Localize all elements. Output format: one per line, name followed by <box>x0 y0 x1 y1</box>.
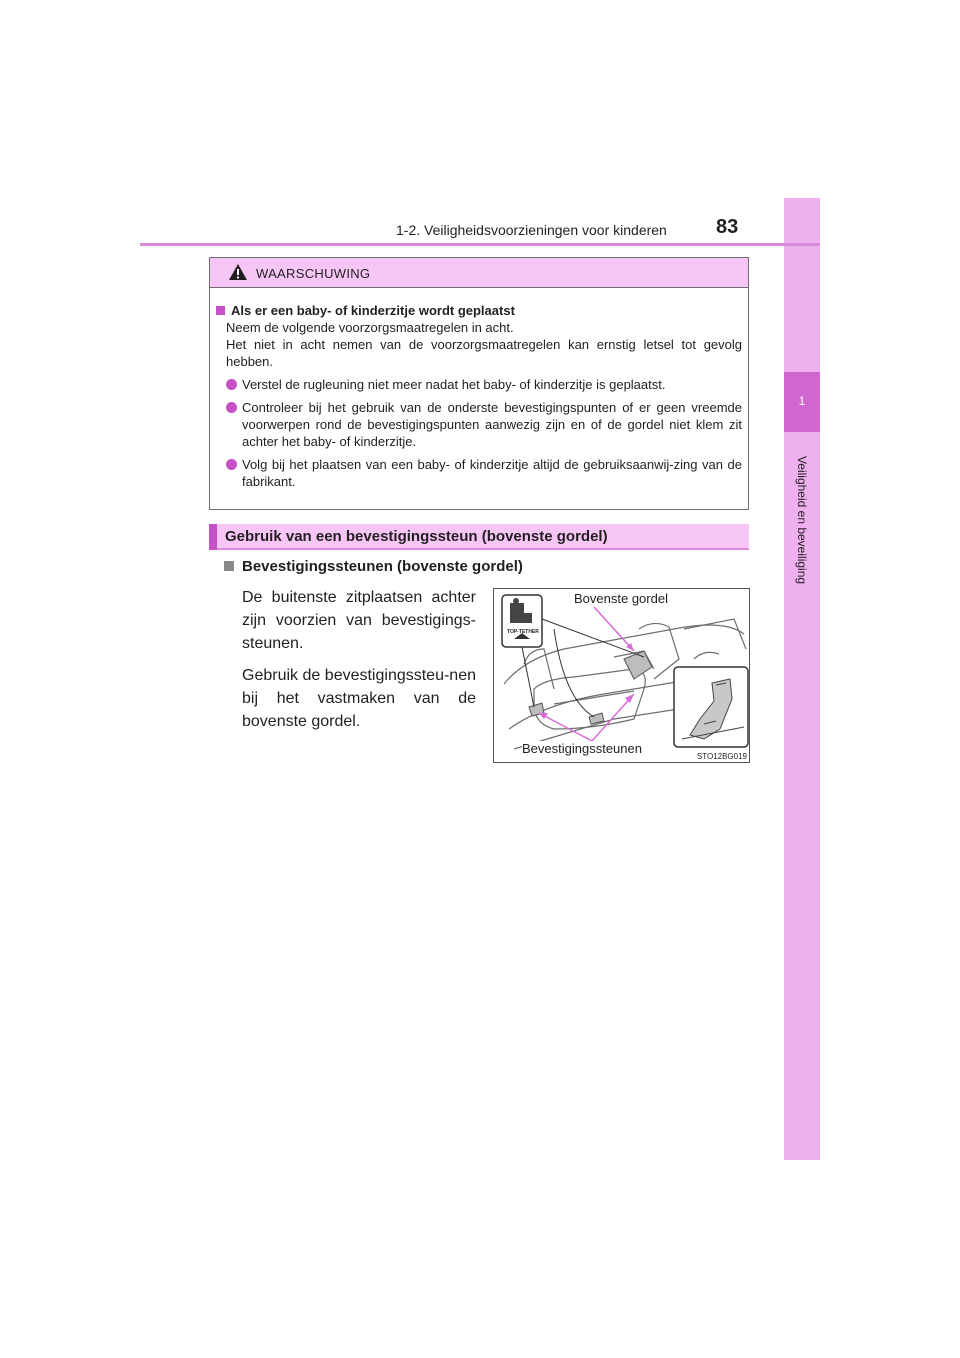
top-tether-icon-text: TOP-TETHER <box>507 629 539 635</box>
car-interior-drawing <box>494 589 750 763</box>
square-bullet-icon <box>224 561 234 571</box>
section-bar <box>209 524 749 550</box>
warning-bullet: Controleer bij het gebruik van de onderste bevestigingspunten of er geen vreemde voorwerpen rond de bevestigingspunten aanwezig zijn en of de gordel niet klem zit achter het baby- of kinderzitje. <box>216 399 742 450</box>
label-anchor-brackets: Bevestigingssteunen <box>522 741 642 756</box>
warning-intro: Neem de volgende voorzorgsmaatregelen in acht. <box>226 320 514 335</box>
label-top-tether: Bovenste gordel <box>574 591 668 606</box>
header-title: 1-2. Veiligheidsvoorzieningen voor kinderen <box>396 222 667 238</box>
warning-box <box>209 257 749 510</box>
warning-bullet: Volg bij het plaatsen van een baby- of kinderzitje altijd de gebruiksaanwij-zing van de fabrikant. <box>216 456 742 490</box>
bullet-icon <box>226 379 237 390</box>
figure-code: STO12BG019 <box>696 752 747 761</box>
warning-body <box>216 302 742 490</box>
warning-intro-2: Het niet in acht nemen van de voorzorgsmaatregelen kan ernstig letsel tot gevolg hebben. <box>226 337 742 369</box>
warning-title: WAARSCHUWING <box>256 266 371 281</box>
page-number: 83 <box>716 216 739 238</box>
body-paragraph: Gebruik de bevestigingssteu-nen bij het vastmaken van de bovenste gordel. <box>242 667 476 730</box>
warning-bullet: Verstel de rugleuning niet meer nadat het baby- of kinderzitje is geplaatst. <box>216 376 742 393</box>
body-paragraph: De buitenste zitplaatsen achter zijn voorzien van bevestigings-steunen. <box>242 589 476 652</box>
tether-anchor-illustration <box>493 588 750 763</box>
bullet-icon <box>226 459 237 470</box>
warning-icon <box>228 263 248 281</box>
side-tab-label: Veiligheid en beveiliging <box>795 455 809 585</box>
header-rule <box>140 243 820 246</box>
side-tab <box>784 198 820 1160</box>
subsection-heading: Bevestigingssteunen (bovenste gordel) <box>224 558 523 575</box>
section-title: Gebruik van een bevestigingssteun (bovenste gordel) <box>225 528 608 545</box>
warning-header <box>210 258 748 288</box>
square-bullet-icon <box>216 306 225 315</box>
bullet-icon <box>226 402 237 413</box>
warning-heading: Als er een baby- of kinderzitje wordt geplaatst <box>216 302 742 319</box>
section-bar-accent <box>209 524 217 550</box>
body-text <box>242 586 476 742</box>
side-tab-number: 1 <box>798 394 806 408</box>
